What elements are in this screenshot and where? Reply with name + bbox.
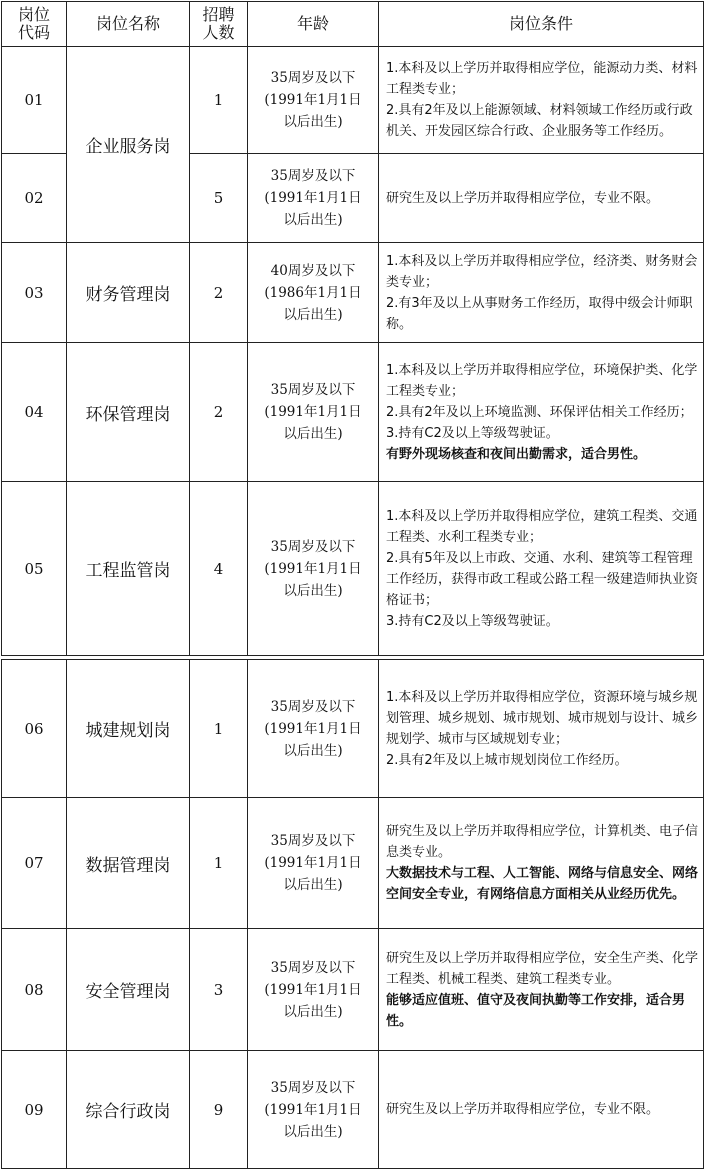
table-row <box>2 1051 704 1169</box>
age-line: 以后出生) <box>283 1003 343 1020</box>
age-line: (1991年1月1日 <box>264 1101 362 1118</box>
age-line: 以后出生) <box>283 582 343 599</box>
condition-note-bold: 能够适应值班、值守及夜间执勤等工作安排，适合男性。 <box>386 992 686 1029</box>
position-name: 数据管理岗 <box>67 798 190 929</box>
age-line: (1991年1月1日 <box>264 404 362 420</box>
recruitment-table-part-2 <box>1 659 704 1169</box>
position-conditions <box>379 154 704 243</box>
hire-count: 3 <box>190 929 248 1051</box>
position-conditions <box>379 243 704 343</box>
hire-count: 9 <box>190 1051 248 1169</box>
age-line: 40周岁及以下 <box>270 262 356 279</box>
table-row <box>2 243 704 343</box>
header-age: 年龄 <box>248 2 379 47</box>
age-line: 以后出生) <box>283 306 343 323</box>
position-code: 09 <box>2 1051 67 1169</box>
age-line: 以后出生) <box>283 742 343 759</box>
condition-item: 1.本科及以上学历并取得相应学位，建筑工程类、交通工程类、水利工程类专业； <box>386 508 698 545</box>
table-row <box>2 47 704 154</box>
position-code: 03 <box>2 243 67 343</box>
age-line: 35周岁及以下 <box>270 70 356 86</box>
age-line: 35周岁及以下 <box>270 538 356 555</box>
condition-item: 2.具有2年及以上环境监测、环保评估相关工作经历； <box>386 404 693 420</box>
position-code: 05 <box>2 482 67 656</box>
position-name: 企业服务岗 <box>67 47 190 243</box>
position-name: 安全管理岗 <box>67 929 190 1051</box>
age-line: 以后出生) <box>283 426 343 442</box>
position-code: 07 <box>2 798 67 929</box>
hire-count: 2 <box>190 343 248 482</box>
age-requirement <box>248 154 379 243</box>
age-line: (1991年1月1日 <box>264 190 362 206</box>
age-line: 以后出生) <box>283 877 343 893</box>
age-line: 35周岁及以下 <box>270 833 356 849</box>
age-requirement <box>248 660 379 798</box>
condition-item: 2.具有2年及以上能源领域、材料领域工作经历或行政机关、开发园区综合行政、企业服务等工作经历。 <box>386 103 693 139</box>
position-code: 08 <box>2 929 67 1051</box>
age-requirement <box>248 47 379 154</box>
condition-item: 2.有3年及以上从事财务工作经历，取得中级会计师职称。 <box>386 295 693 332</box>
age-line: (1991年1月1日 <box>264 855 362 871</box>
condition-item: 1.本科及以上学历并取得相应学位，环境保护类、化学工程类专业； <box>386 362 698 399</box>
header-code: 岗位 代码 <box>2 2 67 47</box>
condition-item: 2.具有5年及以上市政、交通、水利、建筑等工程管理工作经历，获得市政工程或公路工程一级建造师执业资格证书； <box>386 550 699 608</box>
header-conditions: 岗位条件 <box>379 2 704 47</box>
header-count: 招聘 人数 <box>190 2 248 47</box>
age-line: (1991年1月1日 <box>264 560 362 577</box>
recruitment-table-part-1 <box>1 1 704 656</box>
position-code: 06 <box>2 660 67 798</box>
age-line: (1986年1月1日 <box>264 284 362 301</box>
position-name: 环保管理岗 <box>67 343 190 482</box>
condition-item: 1.本科及以上学历并取得相应学位，资源环境与城乡规划管理、城乡规划、城市规划、城市规划与设计、城乡规划学、城市与区域规划专业； <box>386 689 699 747</box>
age-requirement <box>248 1051 379 1169</box>
condition-item: 研究生及以上学历并取得相应学位，专业不限。 <box>386 1102 660 1117</box>
condition-item: 3.持有C2及以上等级驾驶证。 <box>386 425 559 441</box>
hire-count: 4 <box>190 482 248 656</box>
age-line: (1991年1月1日 <box>264 92 362 108</box>
age-line: (1991年1月1日 <box>264 981 362 998</box>
table-row <box>2 798 704 929</box>
position-conditions <box>379 47 704 154</box>
age-line: 35周岁及以下 <box>270 698 356 715</box>
position-conditions <box>379 1051 704 1169</box>
position-conditions <box>379 343 704 482</box>
position-code: 04 <box>2 343 67 482</box>
hire-count: 1 <box>190 660 248 798</box>
position-name: 工程监管岗 <box>67 482 190 656</box>
hire-count: 1 <box>190 47 248 154</box>
condition-item: 研究生及以上学历并取得相应学位，专业不限。 <box>386 190 660 206</box>
condition-item: 研究生及以上学历并取得相应学位，计算机类、电子信息类专业。 <box>386 824 699 860</box>
age-line: 以后出生) <box>283 114 343 130</box>
condition-item: 3.持有C2及以上等级驾驶证。 <box>386 613 559 629</box>
hire-count: 5 <box>190 154 248 243</box>
condition-note-bold: 有野外现场核查和夜间出勤需求，适合男性。 <box>386 446 647 462</box>
header-row <box>2 2 704 47</box>
condition-note-bold: 大数据技术与工程、人工智能、网络与信息安全、网络空间安全专业，有网络信息方面相关从业经历优先。 <box>386 866 699 902</box>
position-conditions <box>379 929 704 1051</box>
position-conditions <box>379 660 704 798</box>
age-line: 35周岁及以下 <box>270 168 356 184</box>
age-requirement <box>248 343 379 482</box>
position-conditions <box>379 798 704 929</box>
position-code: 02 <box>2 154 67 243</box>
age-line: 35周岁及以下 <box>270 959 356 976</box>
position-name: 财务管理岗 <box>67 243 190 343</box>
position-conditions <box>379 482 704 656</box>
condition-item: 1.本科及以上学历并取得相应学位，经济类、财务财会类专业； <box>386 253 698 290</box>
age-requirement <box>248 482 379 656</box>
position-name: 城建规划岗 <box>67 660 190 798</box>
age-line: 35周岁及以下 <box>270 1079 356 1096</box>
age-line: 35周岁及以下 <box>270 382 356 398</box>
table-row <box>2 482 704 656</box>
table-row <box>2 343 704 482</box>
position-name: 综合行政岗 <box>67 1051 190 1169</box>
header-name: 岗位名称 <box>67 2 190 47</box>
condition-item: 1.本科及以上学历并取得相应学位，能源动力类、材料工程类专业； <box>386 61 698 97</box>
hire-count: 2 <box>190 243 248 343</box>
age-line: 以后出生) <box>283 212 343 228</box>
age-requirement <box>248 798 379 929</box>
position-code: 01 <box>2 47 67 154</box>
age-line: (1991年1月1日 <box>264 720 362 737</box>
table-row <box>2 660 704 798</box>
age-requirement <box>248 243 379 343</box>
condition-item: 2.具有2年及以上城市规划岗位工作经历。 <box>386 752 628 768</box>
age-line: 以后出生) <box>283 1123 343 1140</box>
age-requirement <box>248 929 379 1051</box>
condition-item: 研究生及以上学历并取得相应学位，安全生产类、化学工程类、机械工程类、建筑工程类专业。 <box>386 950 699 987</box>
table-row <box>2 929 704 1051</box>
hire-count: 1 <box>190 798 248 929</box>
